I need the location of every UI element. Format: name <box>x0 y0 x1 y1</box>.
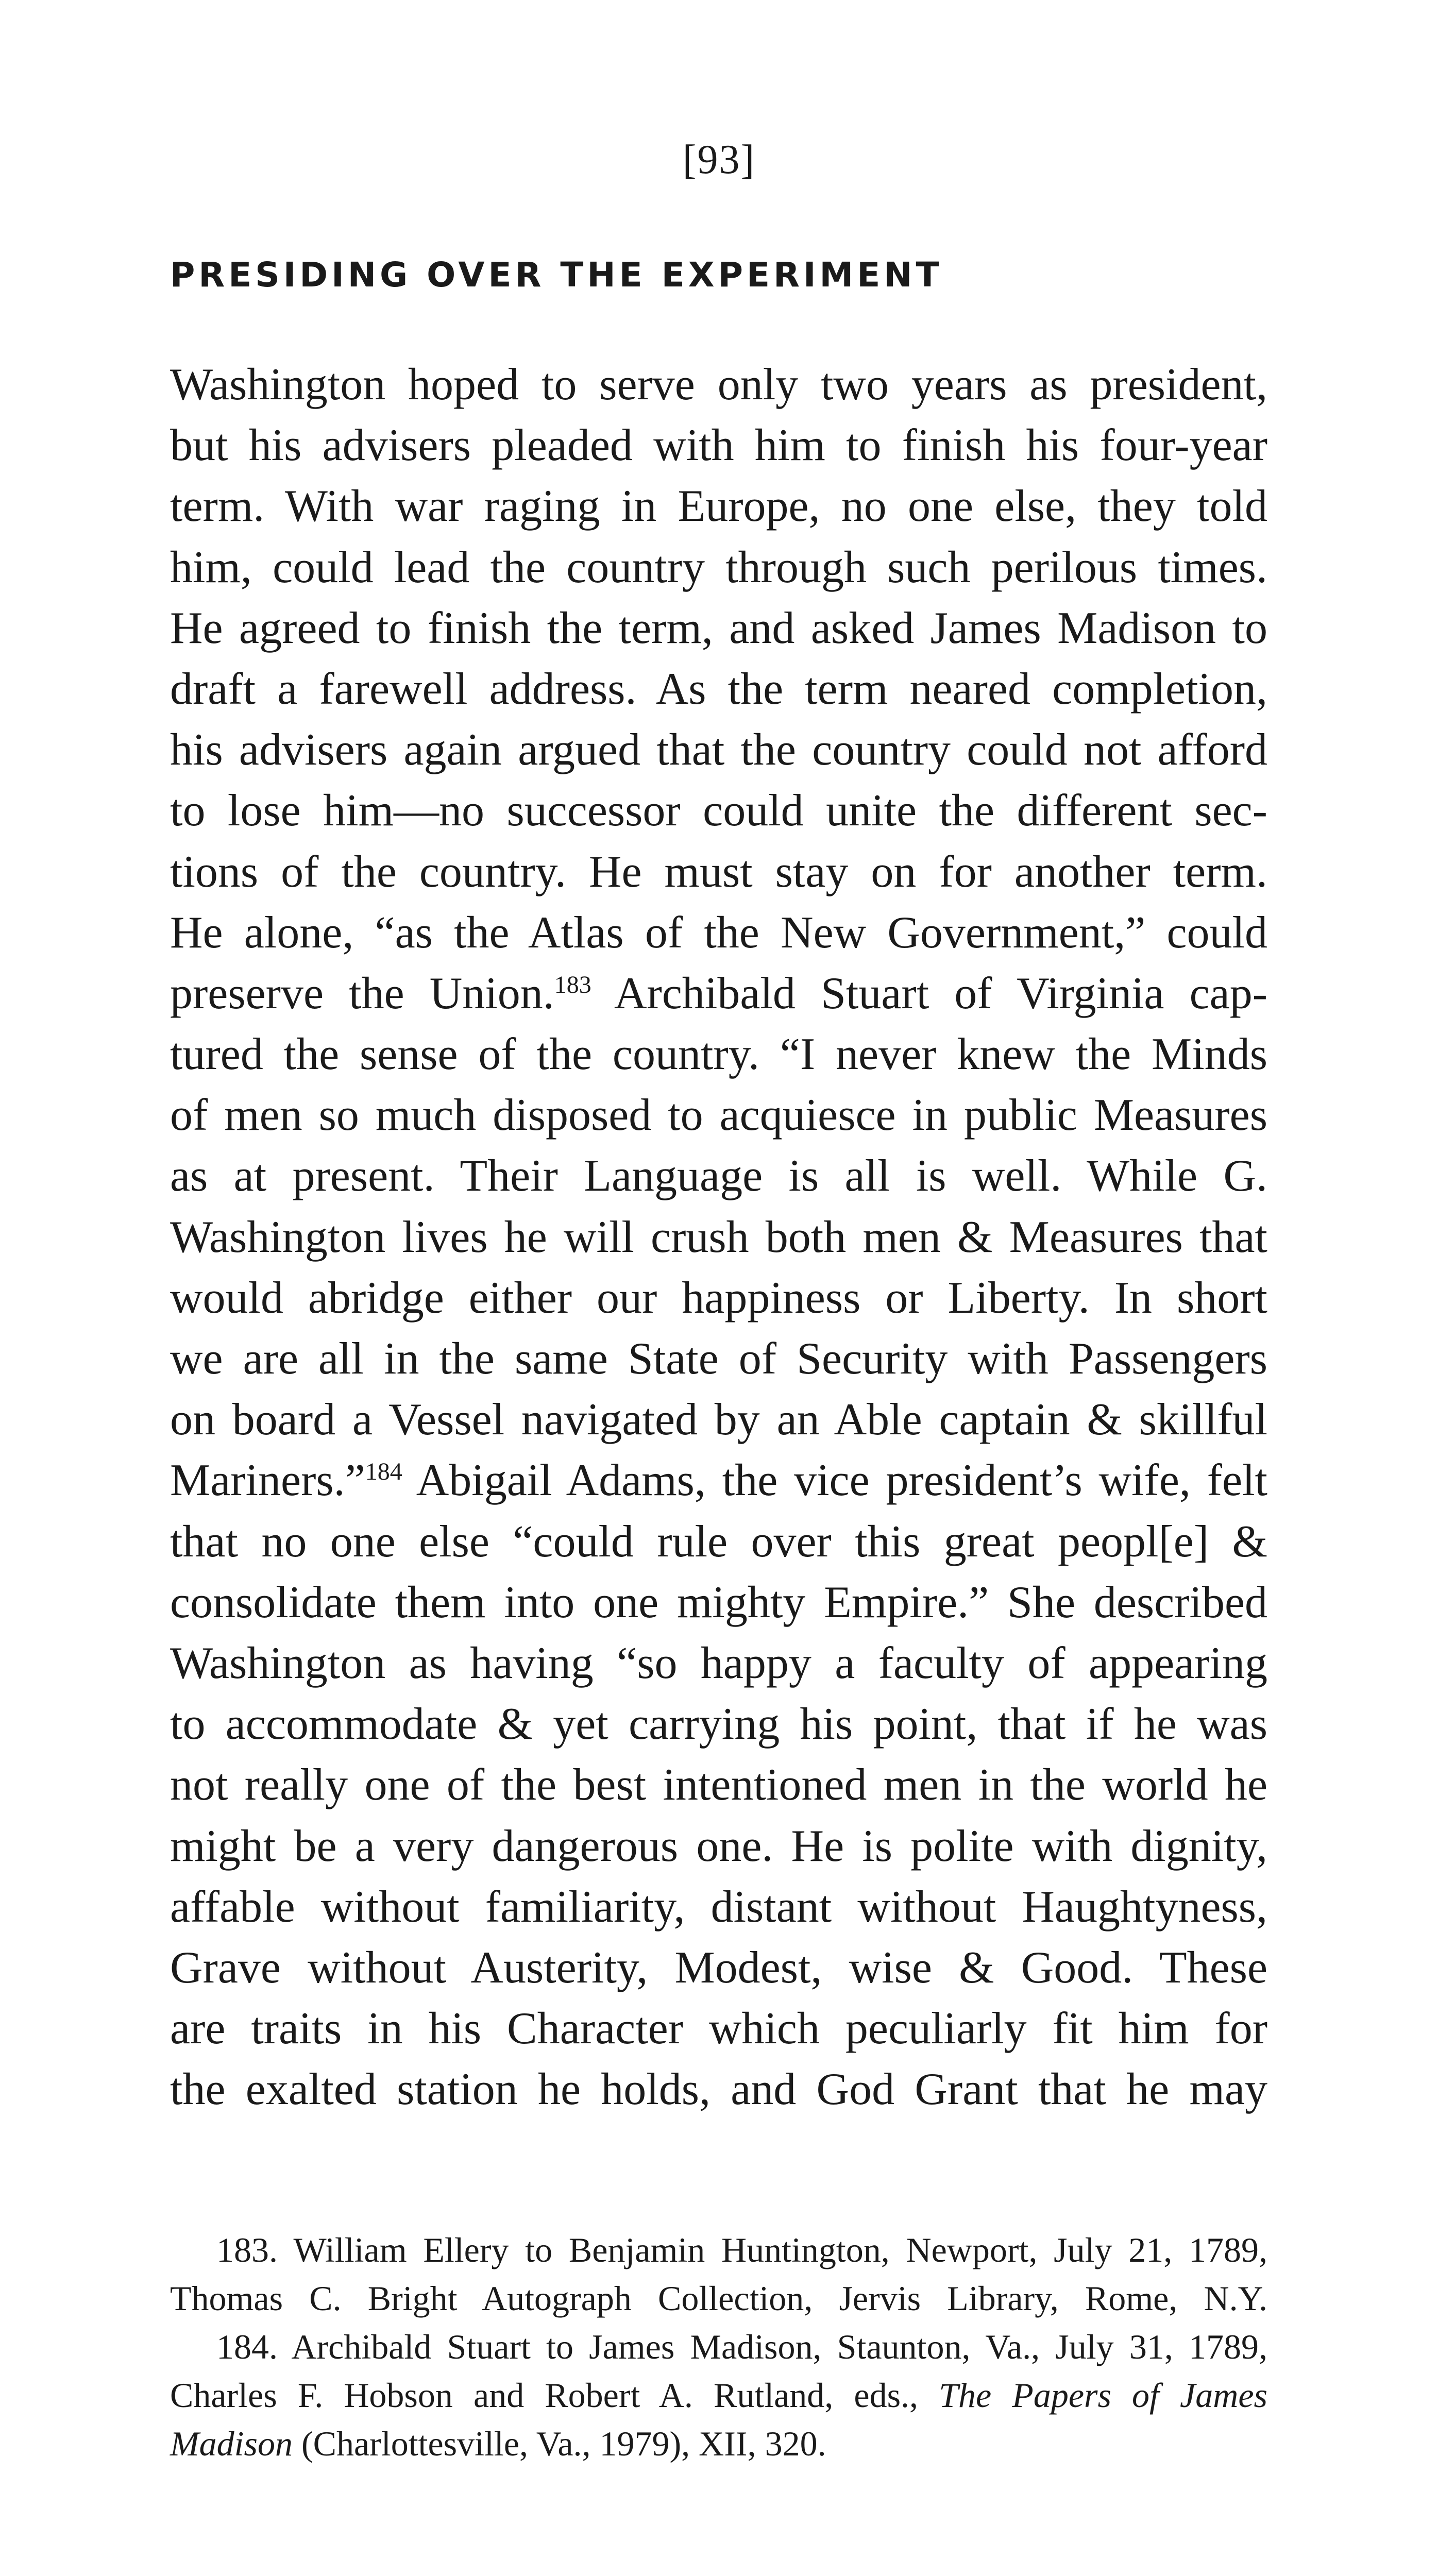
chapter-title: PRESIDING OVER THE EXPERIMENT <box>170 255 943 295</box>
body-line: we are all in the same State of Security with Passengers <box>170 1334 1267 1384</box>
footnote-ref-183: 183 <box>554 971 591 998</box>
body-line: Grave without Austerity, Modest, wise & Good. These <box>170 1942 1267 1993</box>
body-line: but his advisers pleaded with him to finish his four-year <box>170 420 1267 471</box>
body-line-text: Archibald Stuart of Virginia cap- <box>591 968 1267 1019</box>
body-line: tions of the country. He must stay on for another term. <box>170 846 1267 897</box>
body-line: of men so much disposed to acquiesce in public Measures <box>170 1090 1267 1141</box>
book-title: Madison <box>170 2424 293 2463</box>
body-line: consolidate them into one mighty Empire.” She described <box>170 1577 1267 1628</box>
body-line: draft a farewell address. As the term neared completion, <box>170 664 1267 714</box>
footnote-184-line <box>170 2419 1267 2468</box>
body-line-text: Abigail Adams, the vice president’s wife, felt <box>402 1455 1267 1506</box>
body-line: to lose him—no successor could unite the different sec- <box>170 786 1267 836</box>
page-number: [93] <box>682 137 756 182</box>
body-line: as at present. Their Language is all is well. While G. <box>170 1151 1267 1201</box>
body-text <box>170 354 1267 2120</box>
body-line: not really one of the best intentioned men in the world he <box>170 1760 1267 1810</box>
body-line-text: Mariners.” <box>170 1455 365 1506</box>
body-line: to accommodate & yet carrying his point, that if he was <box>170 1699 1267 1750</box>
body-line: He agreed to finish the term, and asked James Madison to <box>170 603 1267 653</box>
body-line: that no one else “could rule over this great peopl[e] & <box>170 1516 1267 1567</box>
footnote-ref-184: 184 <box>365 1458 402 1486</box>
body-line-with-ref-184 <box>170 1450 1267 1511</box>
body-line: would abridge either our happiness or Liberty. In short <box>170 1273 1267 1323</box>
book-title: The Papers of James <box>939 2376 1267 2415</box>
body-line: Washington hoped to serve only two years as president, <box>170 360 1267 410</box>
body-line: him, could lead the country through such perilous times. <box>170 542 1267 592</box>
body-line: He alone, “as the Atlas of the New Government,” could <box>170 907 1267 958</box>
footnotes <box>170 2226 1267 2468</box>
body-line: the exalted station he holds, and God Grant that he may <box>170 2064 1267 2115</box>
footnote-183-line: Thomas C. Bright Autograph Collection, Jervis Library, Rome, N.Y. <box>170 2279 1267 2318</box>
footnote-text: Charles F. Hobson and Robert A. Rutland, eds., <box>170 2376 939 2415</box>
body-line: are traits in his Character which peculiarly fit him for <box>170 2004 1267 2054</box>
body-line: his advisers again argued that the country could not afford <box>170 725 1267 775</box>
body-line-text: preserve the Union. <box>170 968 554 1019</box>
body-line: Washington lives he will crush both men & Measures that <box>170 1212 1267 1262</box>
footnote-text: (Charlottesville, Va., 1979), XII, 320. <box>293 2424 826 2463</box>
body-line: term. With war raging in Europe, no one else, they told <box>170 481 1267 532</box>
body-line: Washington as having “so happy a faculty of appearing <box>170 1638 1267 1688</box>
body-line: affable without familiarity, distant without Haughtyness, <box>170 1882 1267 1932</box>
body-line: on board a Vessel navigated by an Able captain & skillful <box>170 1395 1267 1445</box>
footnote-183-line: 183. William Ellery to Benjamin Huntington, Newport, July 21, 1789, <box>216 2230 1267 2269</box>
body-line: tured the sense of the country. “I never knew the Minds <box>170 1029 1267 1080</box>
body-line: might be a very dangerous one. He is polite with dignity, <box>170 1821 1267 1871</box>
footnote-184-line <box>170 2371 1267 2419</box>
footnote-184-line: 184. Archibald Stuart to James Madison, Staunton, Va., July 31, 1789, <box>216 2327 1267 2366</box>
body-line-with-ref-183 <box>170 963 1267 1024</box>
